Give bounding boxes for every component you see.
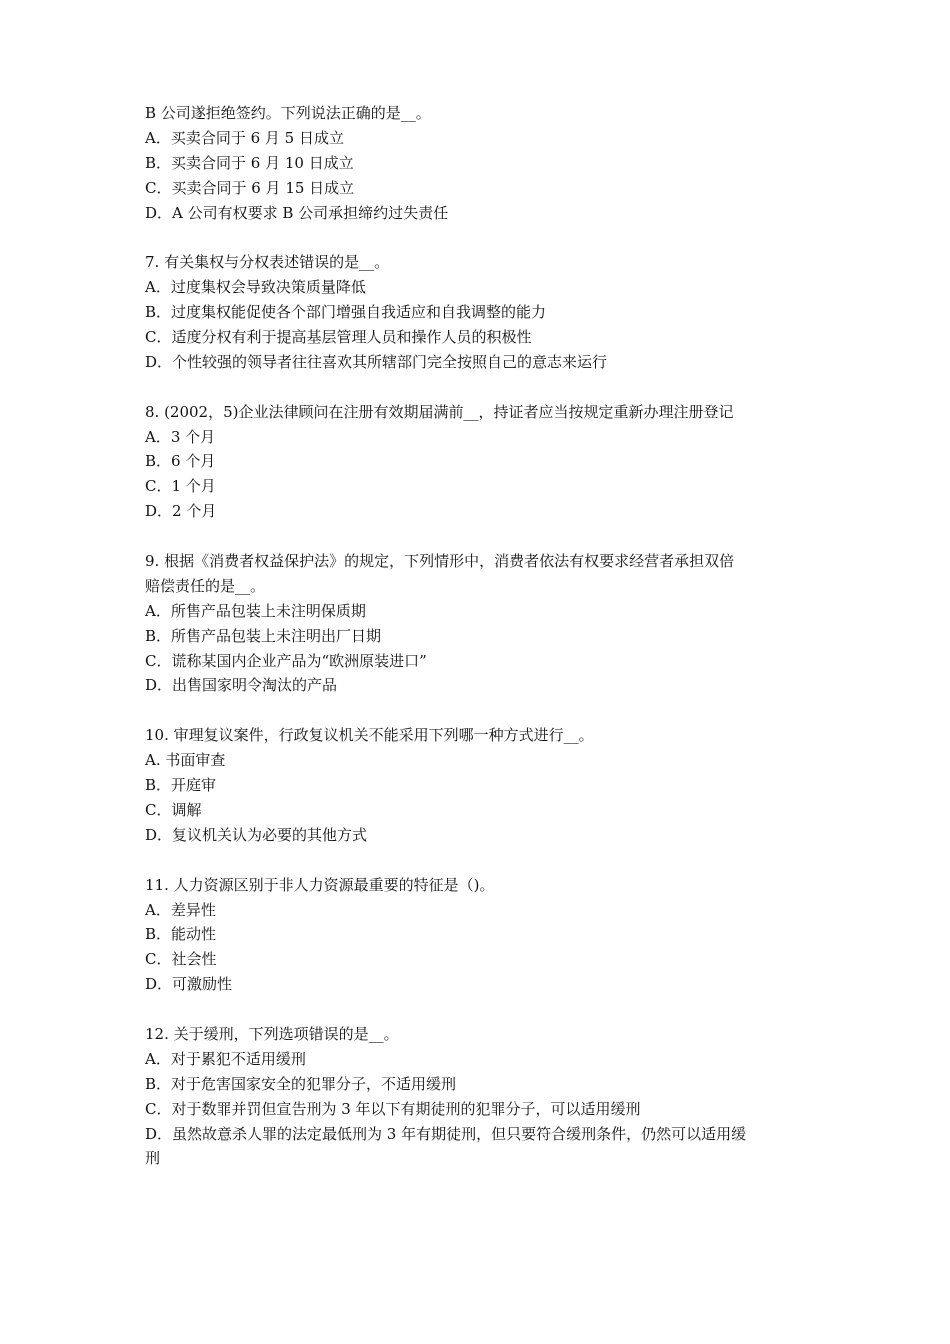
question-12 xyxy=(145,1022,825,1171)
option-d: D．个性较强的领导者往往喜欢其所辖部门完全按照自己的意志来运行 xyxy=(145,352,608,371)
option-d: D．虽然故意杀人罪的法定最低刑为 3 年有期徒刑，但只要符合缓刑条件，仍然可以适用缓 xyxy=(145,1124,747,1143)
question-stem: 10. 审理复议案件，行政复议机关不能采用下列哪一种方式进行__。 xyxy=(145,726,594,745)
option-a: A．3 个月 xyxy=(145,427,216,446)
spacer xyxy=(145,997,825,1022)
option-b: B．对于危害国家安全的犯罪分子，不适用缓刑 xyxy=(145,1074,457,1093)
question-stem: B 公司遂拒绝签约。下列说法正确的是__。 xyxy=(145,104,431,122)
option-a: A．差异性 xyxy=(145,900,216,919)
spacer xyxy=(145,698,825,723)
question-9 xyxy=(145,549,825,698)
question-stem: 7. 有关集权与分权表述错误的是__。 xyxy=(145,253,390,272)
option-list xyxy=(145,748,825,848)
option-a: A．过度集权会导致决策质量降低 xyxy=(145,278,366,297)
option-b: B．开庭审 xyxy=(145,776,217,795)
option-d-continued: 刑 xyxy=(145,1149,161,1168)
option-list xyxy=(145,1047,825,1171)
option-list xyxy=(145,275,825,375)
option-a: A．对于累犯不适用缓刑 xyxy=(145,1049,306,1068)
spacer xyxy=(145,225,825,250)
option-d: D．复议机关认为必要的其他方式 xyxy=(145,825,368,844)
spacer xyxy=(145,848,825,873)
question-10 xyxy=(145,723,825,847)
option-c: C．谎称某国内企业产品为“欧洲原装进口” xyxy=(145,651,427,670)
option-c: C．适度分权有利于提高基层管理人员和操作人员的积极性 xyxy=(145,328,532,347)
question-stem-line-2: 赔偿责任的是__。 xyxy=(145,576,266,595)
option-d: D．可激励性 xyxy=(145,975,233,994)
option-list xyxy=(145,425,825,525)
spacer xyxy=(145,375,825,400)
option-c: C．调解 xyxy=(145,800,202,819)
option-d: D．出售国家明令淘汰的产品 xyxy=(145,676,338,695)
option-b: B．过度集权能促使各个部门增强自我适应和自我调整的能力 xyxy=(145,303,547,322)
option-b: B．6 个月 xyxy=(145,452,216,471)
option-b: B．能动性 xyxy=(145,925,217,944)
option-list xyxy=(145,599,825,699)
option-list xyxy=(145,126,825,226)
option-c: C．对于数罪并罚但宣告刑为 3 年以下有期徒刑的犯罪分子，可以适用缓刑 xyxy=(145,1099,641,1118)
option-a: A. 书面审查 xyxy=(145,751,226,770)
option-d: D．A 公司有权要求 B 公司承担缔约过失责任 xyxy=(145,203,449,222)
option-a: A．所售产品包装上未注明保质期 xyxy=(145,601,366,620)
option-d: D．2 个月 xyxy=(145,502,217,521)
option-c: C．社会性 xyxy=(145,950,217,969)
option-list xyxy=(145,898,825,998)
option-c: C．1 个月 xyxy=(145,477,216,496)
document-page xyxy=(145,101,825,1171)
question-6-continued xyxy=(145,101,825,225)
option-a: A．买卖合同于 6 月 5 日成立 xyxy=(145,128,344,147)
spacer xyxy=(145,524,825,549)
question-11 xyxy=(145,873,825,997)
question-stem-line-1: 9. 根据《消费者权益保护法》的规定，下列情形中，消费者依法有权要求经营者承担双倍 xyxy=(145,552,735,571)
option-b: B．所售产品包装上未注明出厂日期 xyxy=(145,626,382,645)
option-c: C．买卖合同于 6 月 15 日成立 xyxy=(145,178,355,197)
question-stem: 12. 关于缓刑，下列选项错误的是__。 xyxy=(145,1024,399,1043)
option-b: B．买卖合同于 6 月 10 日成立 xyxy=(145,153,354,172)
question-8 xyxy=(145,400,825,524)
question-stem: 11. 人力资源区别于非人力资源最重要的特征是（)。 xyxy=(145,875,495,894)
question-stem: 8. (2002，5)企业法律顾问在注册有效期届满前__，持证者应当按规定重新办理注册登记 xyxy=(145,402,734,421)
question-7 xyxy=(145,250,825,374)
